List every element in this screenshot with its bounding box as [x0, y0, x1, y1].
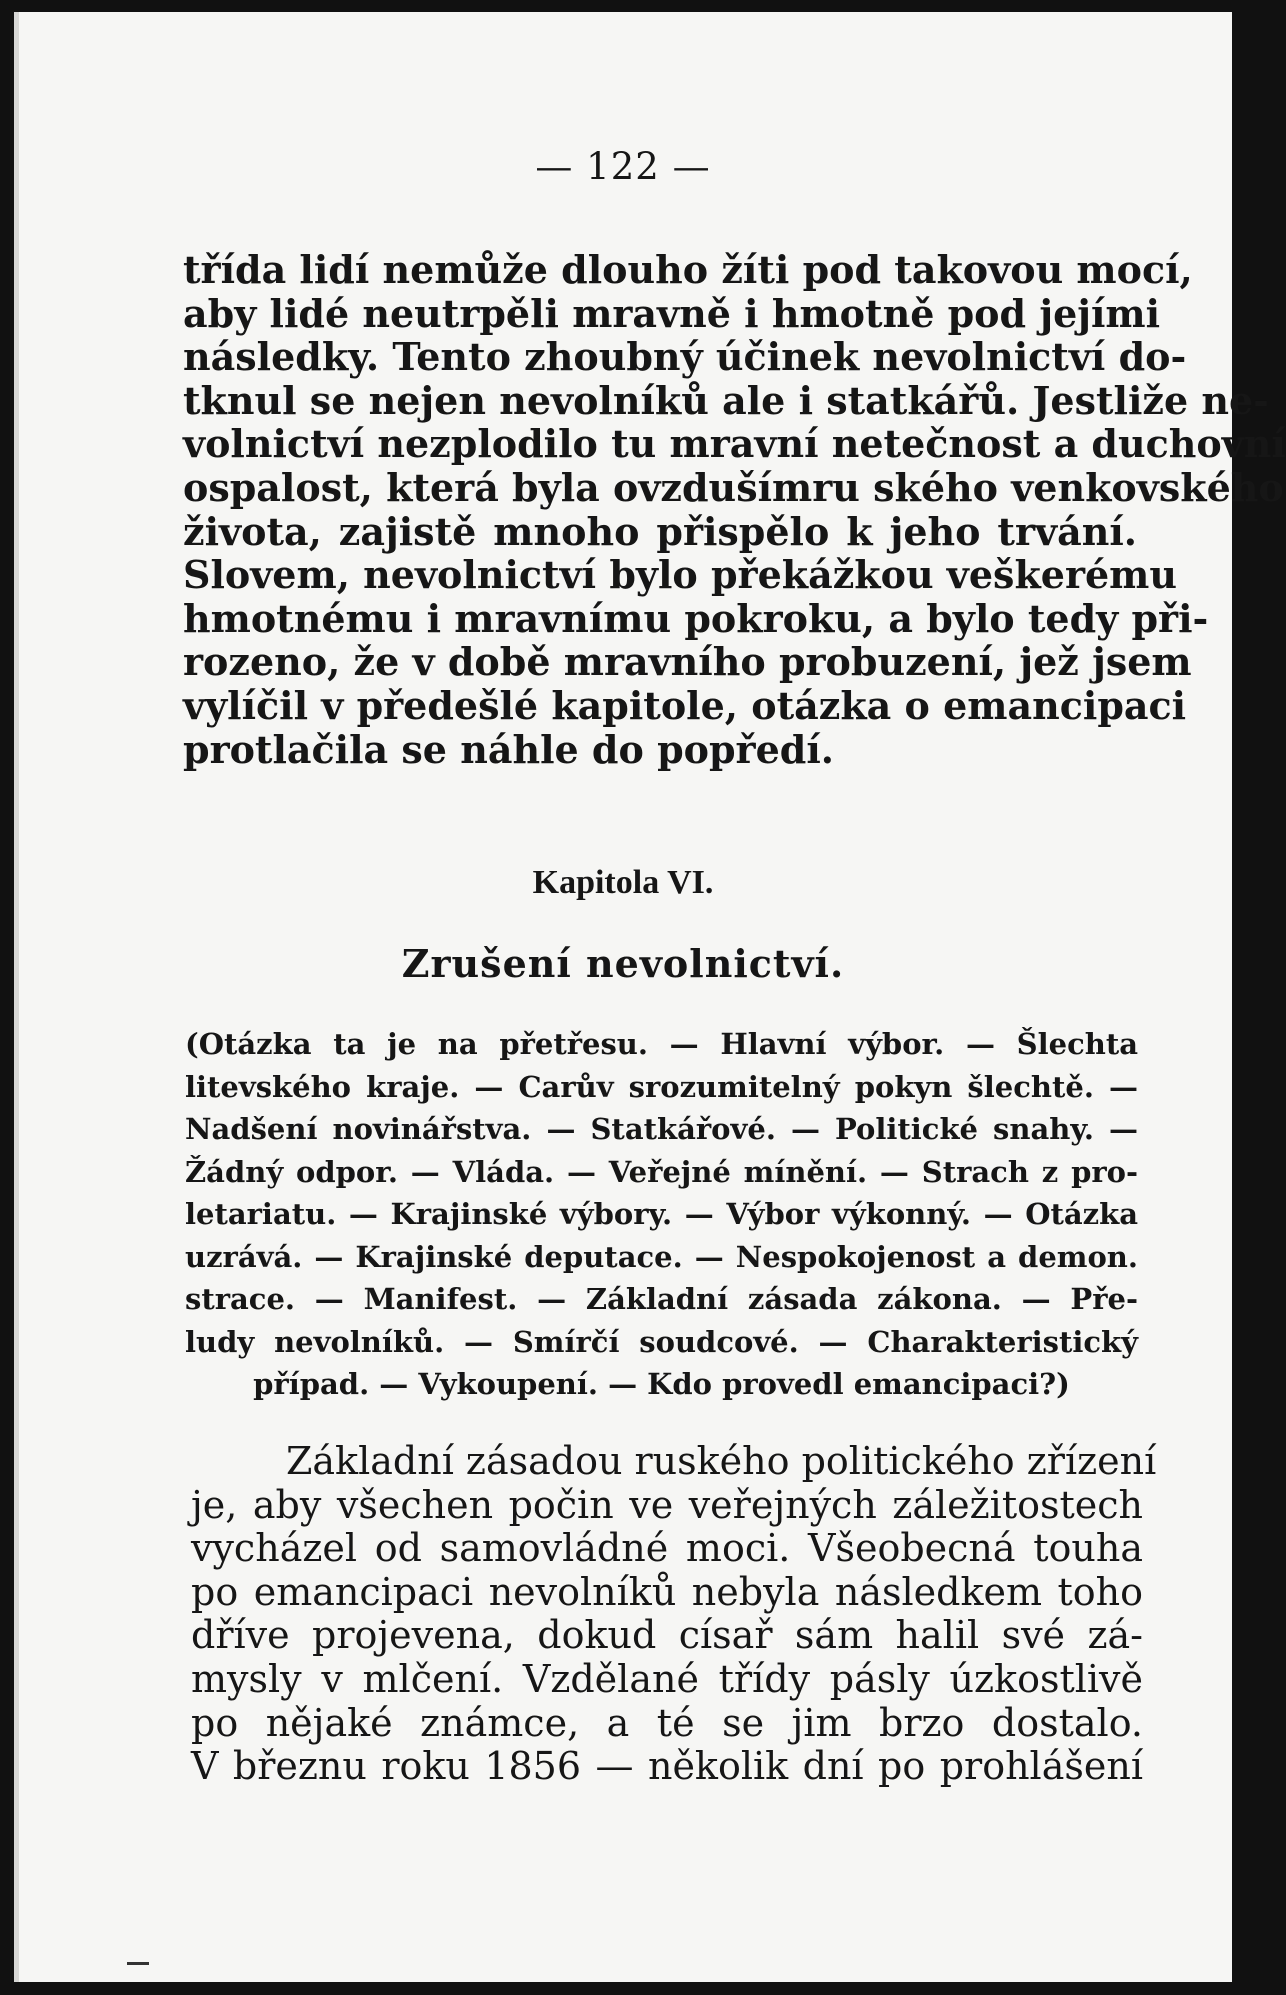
text-line: rozeno, že v době mravního probuzení, jež jsem: [183, 639, 1192, 685]
text-line: vycházel od samovládné moci. Všeobecná touha: [191, 1526, 1143, 1571]
chapter-label: Kapitola VI.: [532, 864, 714, 901]
summary-line: případ. — Vykoupení. — Kdo provedl emancipaci?): [253, 1367, 1070, 1401]
summary-line: Nadšení novinářstva. — Statkářové. — Politické snahy. —: [185, 1112, 1138, 1146]
text-line: vylíčil v předešlé kapitole, otázka o emancipaci: [183, 682, 1187, 728]
text-line: Základní zásadou ruského politického zřízení: [286, 1439, 1157, 1483]
book-page: [14, 12, 1286, 1982]
text-line: po nějaké známce, a té se jim brzo dostalo.: [191, 1700, 1143, 1745]
text-line: ospalost, která byla ovzdušímru ského venkovského: [183, 464, 1284, 510]
text-line: života, zajistě mnoho přispělo k jeho trvání.: [183, 508, 1137, 554]
summary-line: Žádný odpor. — Vláda. — Veřejné mínění. — Strach z pro-: [185, 1154, 1138, 1189]
summary-line: litevského kraje. — Carův srozumitelný pokyn šlechtě. —: [185, 1069, 1138, 1104]
paragraph-1: [183, 247, 1286, 772]
summary-line: uzrává. — Krajinské deputace. — Nespokojenost a demon.: [185, 1239, 1138, 1274]
scan-mark: [127, 1962, 149, 1965]
text-line: hmotnému i mravnímu pokroku, a bylo tedy při-: [183, 595, 1209, 641]
text-line: volnictví nezplodilo tu mravní netečnost a duchovní: [183, 421, 1286, 467]
text-line: následky. Tento zhoubný účinek nevolnictví do-: [183, 334, 1187, 380]
text-line: po emancipaci nevolníků nebyla následkem toho: [191, 1569, 1143, 1614]
summary-line: (Otázka ta je na přetřesu. — Hlavní výbor. — Šlechta: [185, 1027, 1138, 1061]
text-line: Slovem, nevolnictví bylo překážkou veškerému: [183, 552, 1177, 598]
paragraph-2: [191, 1439, 1157, 1789]
text-line: V březnu roku 1856 — několik dní po prohlášení: [191, 1744, 1143, 1789]
text-line: tknul se nejen nevolníků ale i statkářů. Jestliže ne-: [183, 377, 1269, 423]
page-number: — 122 —: [535, 145, 711, 188]
text-line: aby lidé neutrpěli mravně i hmotně pod jejími: [183, 290, 1161, 336]
summary-line: ludy nevolníků. — Smírčí soudcové. — Charakteristický: [185, 1324, 1138, 1359]
text-line: dříve projevena, dokud císař sám halil své zá-: [191, 1613, 1143, 1658]
chapter-title: Zrušení nevolnictví.: [401, 941, 845, 986]
text-line: je, aby všechen počin ve veřejných záležitostech: [191, 1482, 1143, 1527]
text-line: protlačila se náhle do popředí.: [183, 726, 834, 772]
summary-line: strace. — Manifest. — Základní zásada zákona. — Pře-: [185, 1282, 1138, 1316]
summary-line: letariatu. — Krajinské výbory. — Výbor výkonný. — Otázka: [185, 1197, 1138, 1231]
text-line: mysly v mlčení. Vzdělané třídy pásly úzkostlivě: [191, 1656, 1143, 1701]
text-line: třída lidí nemůže dlouho žíti pod takovou mocí,: [183, 247, 1193, 292]
chapter-summary: [185, 1023, 1138, 1406]
page-edge: [14, 12, 19, 1982]
